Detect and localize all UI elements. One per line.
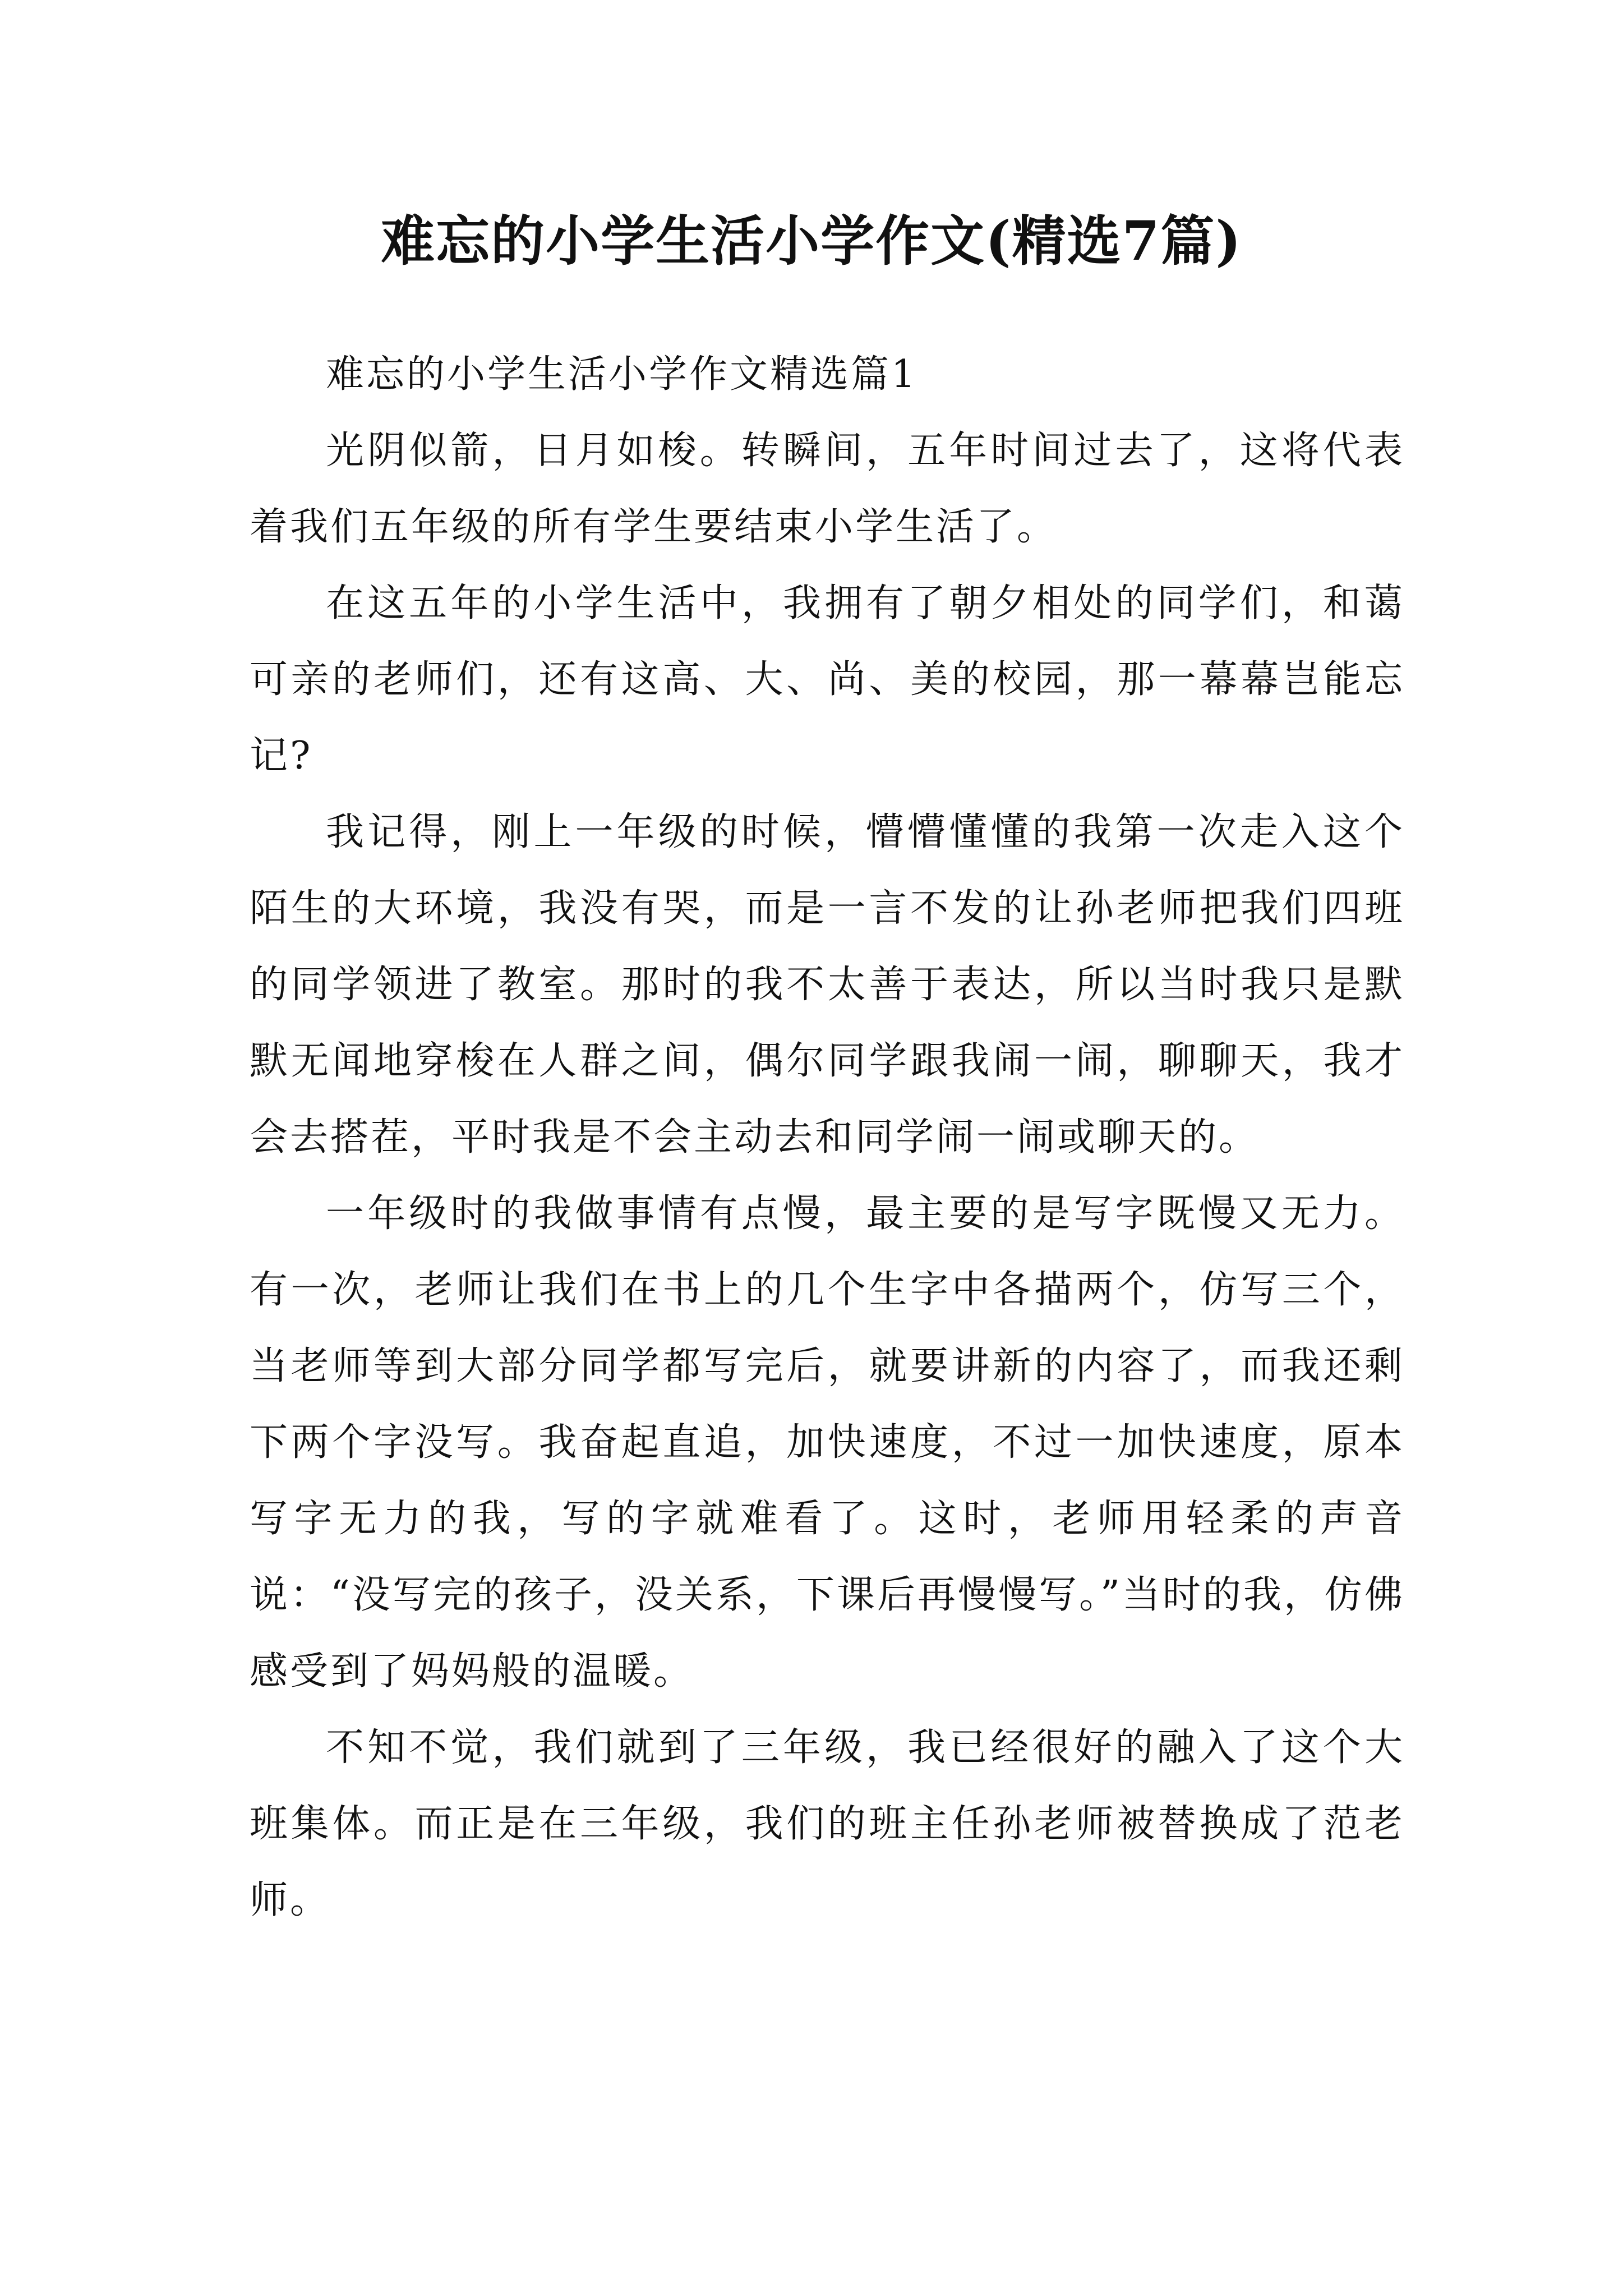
paragraph-3: 我记得，刚上一年级的时候，懵懵懂懂的我第一次走入这个陌生的大环境，我没有哭，而是一言不发的让孙老师把我们四班的同学领进了教室。那时的我不太善于表达，所以当时我只是默默无闻地穿梭在人群之间，偶尔同学跟我闹一闹，聊聊天，我才会去搭茬，平时我是不会主动去和同学闹一闹或聊天的。: [250, 810, 1405, 1159]
paragraph-1: 光阴似箭，日月如梭。转瞬间，五年时间过去了，这将代表着我们五年级的所有学生要结束小学生活了。: [250, 429, 1405, 549]
paragraph-4: 一年级时的我做事情有点慢，最主要的是写字既慢又无力。有一次，老师让我们在书上的几个生字中各描两个，仿写三个，当老师等到大部分同学都写完后，就要讲新的内容了，而我还剩下两个字没写。我奋起直追，加快速度，不过一加快速度，原本写字无力的我，写的字就难看了。这时，老师用轻柔的声音说：“没写完的孩子，没关系，下课后再慢慢写。”当时的我，仿佛感受到了妈妈般的温暖。: [250, 1191, 1405, 1694]
document-body: [250, 337, 1405, 1939]
paragraph-2: 在这五年的小学生活中，我拥有了朝夕相处的同学们，和蔼可亲的老师们，还有这高、大、尚、美的校园，那一幕幕岂能忘记?: [250, 581, 1405, 778]
document-title: 难忘的小学生活小学作文(精选7篇): [381, 209, 1242, 273]
paragraph-5: 不知不觉，我们就到了三年级，我已经很好的融入了这个大班集体。而正是在三年级，我们的班主任孙老师被替换成了范老师。: [250, 1726, 1405, 1922]
section-heading: 难忘的小学生活小学作文精选篇1: [326, 352, 918, 397]
